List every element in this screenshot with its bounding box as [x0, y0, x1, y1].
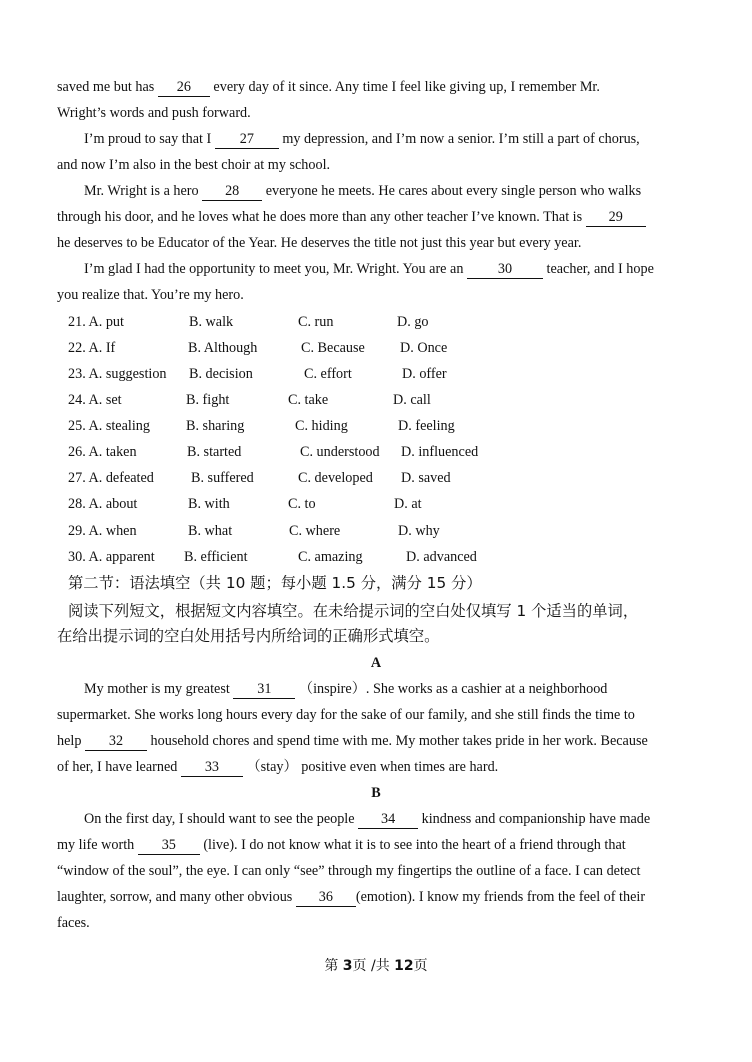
page-total: 12	[394, 958, 414, 974]
option-c: C. run	[298, 314, 334, 330]
option-d: D. Once	[400, 340, 448, 356]
option-c: C. effort	[304, 366, 352, 382]
blank-32: 32	[85, 733, 147, 751]
passage-line: supermarket. She works long hours every day for the sake of our family, and she still finds the time to	[57, 707, 635, 723]
option-b: B. what	[188, 523, 233, 539]
option-a: 28. A. about	[68, 496, 138, 512]
option-row-28	[68, 494, 668, 514]
option-d: D. influenced	[401, 444, 479, 460]
option-c: C. take	[288, 392, 329, 408]
option-c: C. Because	[301, 340, 365, 356]
option-d: D. go	[397, 314, 429, 330]
option-row-24	[68, 390, 668, 410]
option-c: C. to	[288, 496, 316, 512]
option-a: 22. A. If	[68, 340, 116, 356]
passage-line: he deserves to be Educator of the Year. He deserves the title not just this year but every year.	[57, 235, 582, 251]
option-a: 26. A. taken	[68, 444, 137, 460]
passage-line: I’m proud to say that I 27 my depression, and I’m now a senior. I’m still a part of chorus,	[84, 131, 640, 147]
option-row-23	[68, 364, 668, 384]
blank-33: 33	[181, 759, 243, 777]
passage-line: On the first day, I should want to see the people 34 kindness and companionship have made	[84, 811, 651, 827]
option-d: D. saved	[401, 470, 451, 486]
option-d: D. why	[398, 523, 440, 539]
blank-27: 27	[215, 131, 279, 149]
option-row-25	[68, 416, 668, 436]
passage-line: my life worth 35 (live). I do not know what it is to see into the heart of a friend through that	[57, 837, 626, 853]
page-number: 3	[342, 958, 353, 974]
passage-line: Wright’s words and push forward.	[57, 105, 251, 121]
passage-b-title: B	[371, 785, 381, 801]
blank-36: 36	[296, 889, 356, 907]
option-row-21	[68, 312, 668, 332]
blank-35: 35	[138, 837, 200, 855]
option-c: C. amazing	[298, 549, 363, 565]
option-b: B. fight	[186, 392, 230, 408]
option-row-26	[68, 442, 668, 462]
passage-line: of her, I have learned 33 （stay） positive even when times are hard.	[57, 759, 499, 775]
option-d: D. offer	[402, 366, 447, 382]
passage-a-title: A	[370, 655, 382, 671]
option-a: 29. A. when	[68, 523, 137, 539]
option-row-30	[68, 547, 668, 567]
passage-line: I’m glad I had the opportunity to meet you, Mr. Wright. You are an 30 teacher, and I hope	[84, 261, 654, 277]
option-a: 24. A. set	[68, 392, 122, 408]
option-b: B. suffered	[191, 470, 254, 486]
passage-line: and now I’m also in the best choir at my school.	[57, 157, 331, 173]
blank-30: 30	[467, 261, 543, 279]
option-b: B. walk	[189, 314, 234, 330]
option-a: 27. A. defeated	[68, 470, 154, 486]
passage-line: through his door, and he loves what he does more than any other teacher I’ve known. That is 29	[57, 207, 697, 227]
option-a: 30. A. apparent	[68, 549, 155, 565]
page-footer: 第 3页 /共 12页	[324, 958, 428, 974]
option-row-22	[68, 338, 668, 358]
option-c: C. where	[289, 523, 341, 539]
blank-34: 34	[358, 811, 418, 829]
option-c: C. understood	[300, 444, 380, 460]
passage-line: saved me but has 26 every day of it since. Any time I feel like giving up, I remember Mr.	[57, 79, 600, 95]
instruction-line: 阅读下列短文，根据短文内容填空。在未给提示词的空白处仅填写 1 个适当的单词，	[68, 602, 639, 620]
passage-line: laughter, sorrow, and many other obvious 36 (emotion). I know my friends from the feel of their	[57, 889, 646, 905]
passage-line: you realize that. You’re my hero.	[57, 287, 244, 303]
passage-line: help 32 household chores and spend time with me. My mother takes pride in her work. Because	[57, 733, 648, 749]
passage-line: faces.	[57, 915, 90, 931]
option-b: B. efficient	[184, 549, 248, 565]
section-heading: 第二节：语法填空（共 10 题；每小题 1.5 分，满分 15 分）	[68, 574, 482, 592]
option-b: B. decision	[189, 366, 253, 382]
option-a: 25. A. stealing	[68, 418, 150, 434]
option-row-27	[68, 468, 668, 488]
option-b: B. started	[187, 444, 242, 460]
option-a: 21. A. put	[68, 314, 124, 330]
option-d: D. feeling	[398, 418, 455, 434]
option-b: B. Although	[188, 340, 258, 356]
passage-line: “window of the soul”, the eye. I can only “see” through my fingertips the outline of a face. I can detect	[57, 863, 641, 879]
blank-26: 26	[158, 79, 210, 97]
blank-28: 28	[202, 183, 262, 201]
option-d: D. advanced	[406, 549, 477, 565]
option-row-29	[68, 521, 668, 541]
passage-line: Mr. Wright is a hero 28 everyone he meets. He cares about every single person who walks	[84, 183, 642, 199]
blank-31: 31	[233, 681, 295, 699]
option-c: C. developed	[298, 470, 373, 486]
option-d: D. call	[393, 392, 431, 408]
option-a: 23. A. suggestion	[68, 366, 167, 382]
blank-29: 29	[586, 209, 646, 227]
option-c: C. hiding	[295, 418, 348, 434]
option-d: D. at	[394, 496, 422, 512]
option-b: B. sharing	[186, 418, 245, 434]
option-b: B. with	[188, 496, 230, 512]
instruction-line: 在给出提示词的空白处用括号内所给词的正确形式填空。	[57, 627, 440, 645]
passage-line: My mother is my greatest 31 （inspire）. She works as a cashier at a neighborhood	[84, 681, 608, 697]
